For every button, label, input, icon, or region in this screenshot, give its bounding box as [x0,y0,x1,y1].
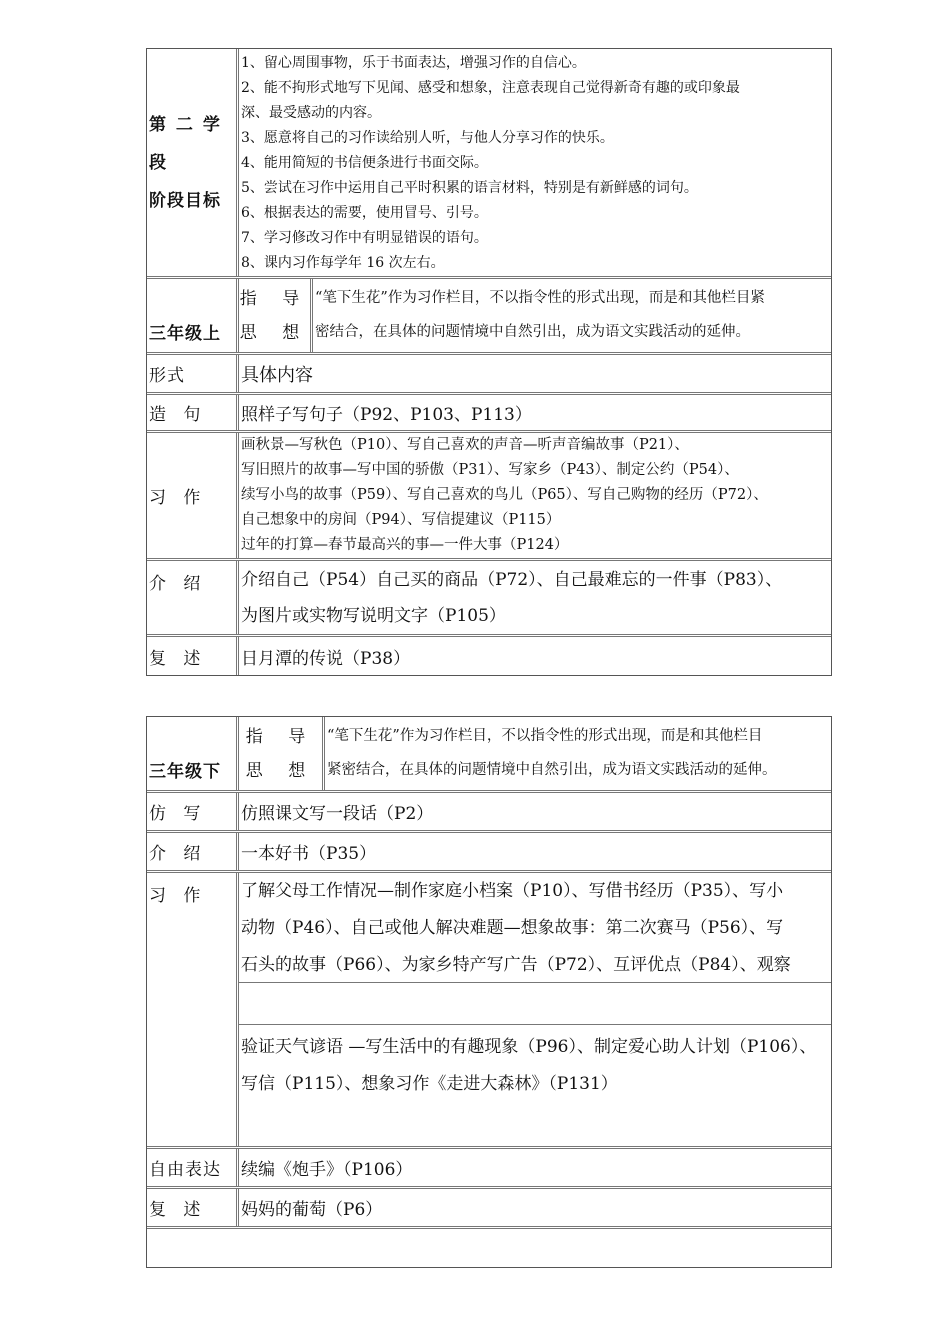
row-content [239,833,831,870]
guide-text-line: “笔下生花”作为习作栏目，不以指令性的形式出现，而是和其他栏目紧 [315,290,765,306]
guide-label-line2: 思 想 [245,760,316,781]
guide-label-line1: 指 导 [245,726,316,747]
row-content-line: 验证天气谚语 —写生活中的有趣现象（P96）、制定爱心助人计划（P106）、 [241,1037,817,1057]
table-row [147,637,831,675]
stage-label [147,49,239,276]
guide-row [147,717,831,793]
row-content-line: 照样子写句子（P92、P103、P113） [241,405,532,425]
row-content [239,561,831,634]
row-content-line: 自己想象中的房间（P94）、写信提建议（P115） [241,512,561,528]
table-grade3-first-semester [146,48,832,676]
writing-block-a [239,873,831,983]
row-content-line: 为图片或实物写说明文字（P105） [241,606,506,626]
guide-label [239,717,325,790]
table-row [147,1189,831,1229]
guide-label [239,279,313,352]
stage-label-line2: 阶段目标 [149,190,221,211]
grade-label [147,717,239,790]
row-content-line: 石头的故事（P66）、为家乡特产写广告（P72）、互评优点（P84）、观察 [241,955,791,975]
table-grade3-second-semester [146,716,832,1268]
grade-label-text: 三年级下 [149,762,221,782]
row-content-line: 动物（P46）、自己或他人解决难题—想象故事：第二次赛马（P56）、写 [241,918,784,938]
row-label: 自由表达 [147,1149,239,1186]
row-content [239,1149,831,1186]
grade-label [147,279,239,352]
row-content-line: 介绍自己（P54）自己买的商品（P72）、自己最难忘的一件事（P83）、 [241,570,783,590]
row-label: 介 绍 [147,561,239,634]
stage-goals-row [147,49,831,279]
row-content [239,433,831,558]
row-content-line: 写旧照片的故事—写中国的骄傲（P31）、写家乡（P43）、制定公约（P54）、 [241,462,739,478]
goal-line: 3、愿意将自己的习作读给别人听，与他人分享习作的快乐。 [241,130,614,146]
row-label: 造 句 [147,395,239,430]
goal-line: 7、学习修改习作中有明显错误的语句。 [241,230,488,246]
row-label: 复 述 [147,1189,239,1226]
row-content-line: 过年的打算—春节最高兴的事—一件大事（P124） [241,537,569,553]
guide-text [325,717,831,790]
row-content [239,873,831,1146]
row-content [239,395,831,430]
goal-line: 6、根据表达的需要，使用冒号、引号。 [241,205,488,221]
grade-label-text: 三年级上 [149,324,221,344]
row-content-line: 一本好书（P35） [241,844,377,864]
goal-line: 4、能用简短的书信便条进行书面交际。 [241,155,488,171]
row-label: 习 作 [147,873,239,1146]
row-label: 介 绍 [147,833,239,870]
guide-label-line1: 指 导 [239,288,310,309]
table-row [147,395,831,433]
guide-row [147,279,831,355]
goal-line: 1、留心周围事物，乐于书面表达，增强习作的自信心。 [241,55,586,71]
row-content-line: 写信（P115）、想象习作《走进大森林》（P131） [241,1074,618,1094]
row-label: 仿 写 [147,793,239,830]
table-row [147,873,831,1149]
guide-text-line: 密结合，在具体的问题情境中自然引出，成为语文实践活动的延伸。 [315,324,750,340]
goal-line: 2、能不拘形式地写下见闻、感受和想象，注意表现自己觉得新奇有趣的或印象最 [241,80,740,96]
goal-line: 5、尝试在习作中运用自己平时积累的语言材料，特别是有新鲜感的词句。 [241,180,698,196]
guide-text-line: “笔下生花”作为习作栏目，不以指令性的形式出现，而是和其他栏目 [327,728,763,744]
row-label: 习 作 [147,433,239,558]
table-row [147,793,831,833]
table-row [147,833,831,873]
form-header: 形式 [147,355,239,392]
guide-text [313,279,831,352]
guide-label-line2: 思 想 [239,322,310,343]
row-content-line: 了解父母工作情况—制作家庭小档案（P10）、写借书经历（P35）、写小 [241,881,784,901]
row-content-line: 妈妈的葡萄（P6） [241,1200,383,1220]
content-header: 具体内容 [241,364,313,386]
row-content-line: 画秋景—写秋色（P10）、写自己喜欢的声音—听声音编故事（P21）、 [241,437,689,453]
stage-goals-content [239,49,831,276]
row-content-line: 日月潭的传说（P38） [241,648,411,669]
row-content [239,793,831,830]
guide-text-line: 紧密结合，在具体的问题情境中自然引出，成为语文实践活动的延伸。 [327,762,777,778]
writing-block-blank [239,983,831,1025]
header-row [147,355,831,395]
row-label: 复 述 [147,637,239,675]
row-content [239,637,831,675]
stage-label-line1: 第 二 学 段 [149,114,222,173]
row-content [239,1189,831,1226]
row-content-line: 续写小鸟的故事（P59）、写自己喜欢的鸟儿（P65）、写自己购物的经历（P72）、 [241,487,768,503]
row-content-line: 续编《炮手》（P106） [241,1160,413,1180]
goal-line: 8、课内习作每学年 16 次左右。 [241,255,445,271]
table-row [147,1149,831,1189]
empty-row [147,1229,831,1267]
goal-line: 深、最受感动的内容。 [241,105,381,121]
table-row [147,561,831,637]
writing-block-b [239,1025,831,1146]
row-content-line: 仿照课文写一段话（P2） [241,804,434,824]
table-row [147,433,831,561]
